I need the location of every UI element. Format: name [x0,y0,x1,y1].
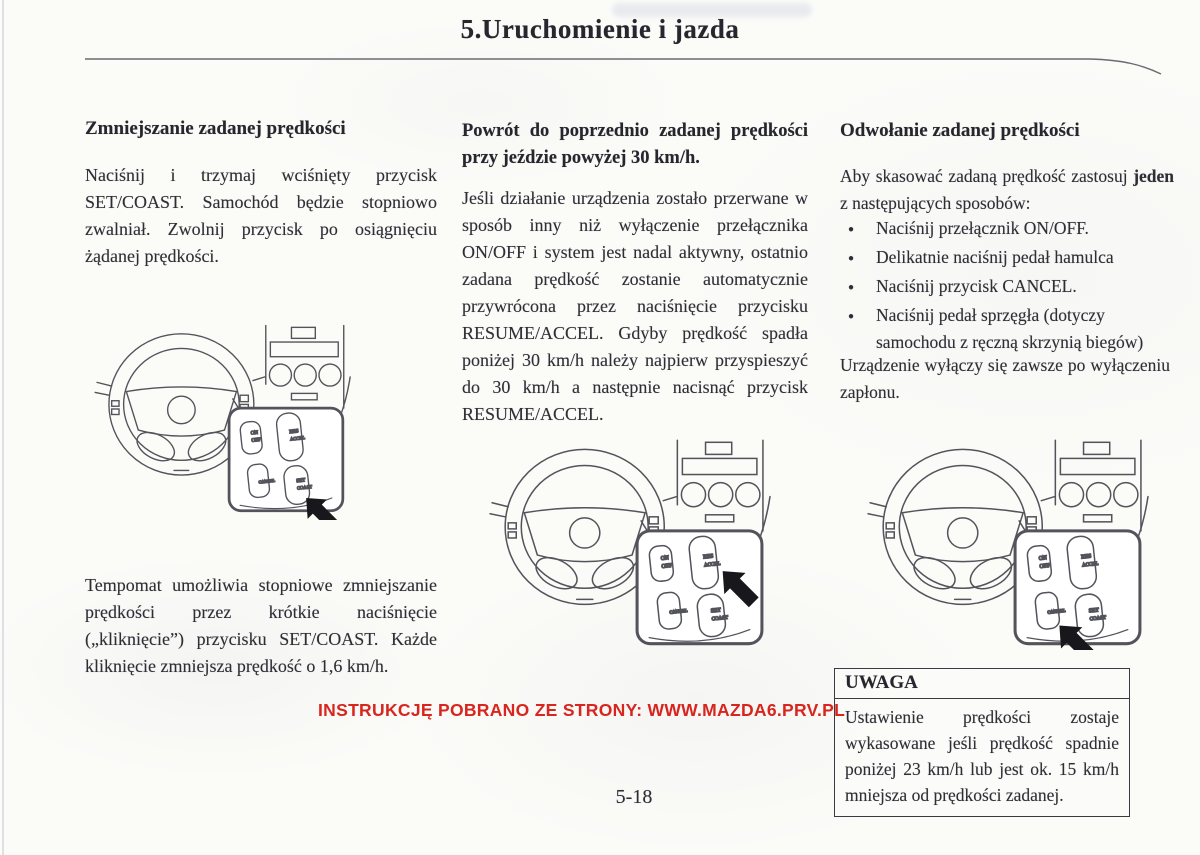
cancel-method-item: ● Naciśnij przycisk CANCEL. [840,273,1174,300]
paragraph-cancel-intro [840,163,1174,217]
section-heading-cancel-speed: Odwołanie zadanej prędkości [840,120,1080,141]
steering-wheel-illustration-set-coast [86,320,352,520]
scan-edge-line [2,0,4,855]
note-body: Ustawienie prędkości zostaje wykasowane jeśli prędkość spadnie poniżej 23 km/h lub jest ok. 15 km/h mniejsza od prędkości zadanej. [845,707,1119,805]
watermark-text: INSTRUKCJĘ POBRANO ZE STRONY: WWW.MAZDA6.PRV.PL [318,700,846,720]
steering-wheel-illustration-cancel [858,438,1150,650]
note-box [834,668,1130,817]
cancel-method-item: ● Naciśnij pedał sprzęgła (dotyczy samochodu z ręczną skrzynią biegów) [840,302,1174,356]
note-title: UWAGA [835,669,1129,699]
paragraph-decrease-speed: Naciśnij i trzymaj wciśnięty przycisk SET/COAST. Samochód będzie stopniowo zwalniał. Zwolnij przycisk po osiągnięciu żądanej prędkości. [85,165,437,266]
steering-wheel-illustration-res-accel [480,438,772,650]
paragraph-ignition-off: Urządzenie wyłączy się zawsze po wyłączeniu zapłonu. [840,355,1170,402]
cancel-intro-text: Aby skasować zadaną prędkość zastosuj [840,166,1128,186]
cancel-methods-list [840,215,1174,358]
cancel-method-item: ● Delikatnie naciśnij pedał hamulca [840,244,1174,271]
section-heading-decrease-speed: Zmniejszanie zadanej prędkości [85,118,346,139]
cancel-intro-text-rest: z następujących sposobów: [840,193,1031,213]
section-heading-resume-speed: Powrót do poprzednio zadanej prędkości przy jeździe powyżej 30 km/h. [462,121,808,168]
paragraph-resume-speed: Jeśli działanie urządzenia zostało przerwane w sposób inny niż wyłączenie przełącznika ON/OFF i system jest nadal aktywny, ostatnio zadana prędkość zostanie automatycznie przywrócona przez naciśnięcie przycisku RESUME/ACCEL. Gdyby prędkość spadła poniżej 30 km/h należy najpierw przyspieszyć do 30 km/h a następnie nacisnąć przycisk RESUME/ACCEL. [462,188,808,424]
page-title: 5.Uruchomienie i jazda [460,14,740,44]
cancel-intro-bold-word: jeden [1133,166,1175,186]
page-number: 5-18 [615,786,653,808]
paragraph-tempomat-clicks: Tempomat umożliwia stopniowe zmniejszanie prędkości przez krótkie naciśnięcie („kliknięcie”) przycisku SET/COAST. Każde kliknięcie zmniejsza prędkość o 1,6 km/h. [85,575,437,676]
title-rule [84,50,1165,80]
cancel-method-item: ● Naciśnij przełącznik ON/OFF. [840,215,1174,242]
